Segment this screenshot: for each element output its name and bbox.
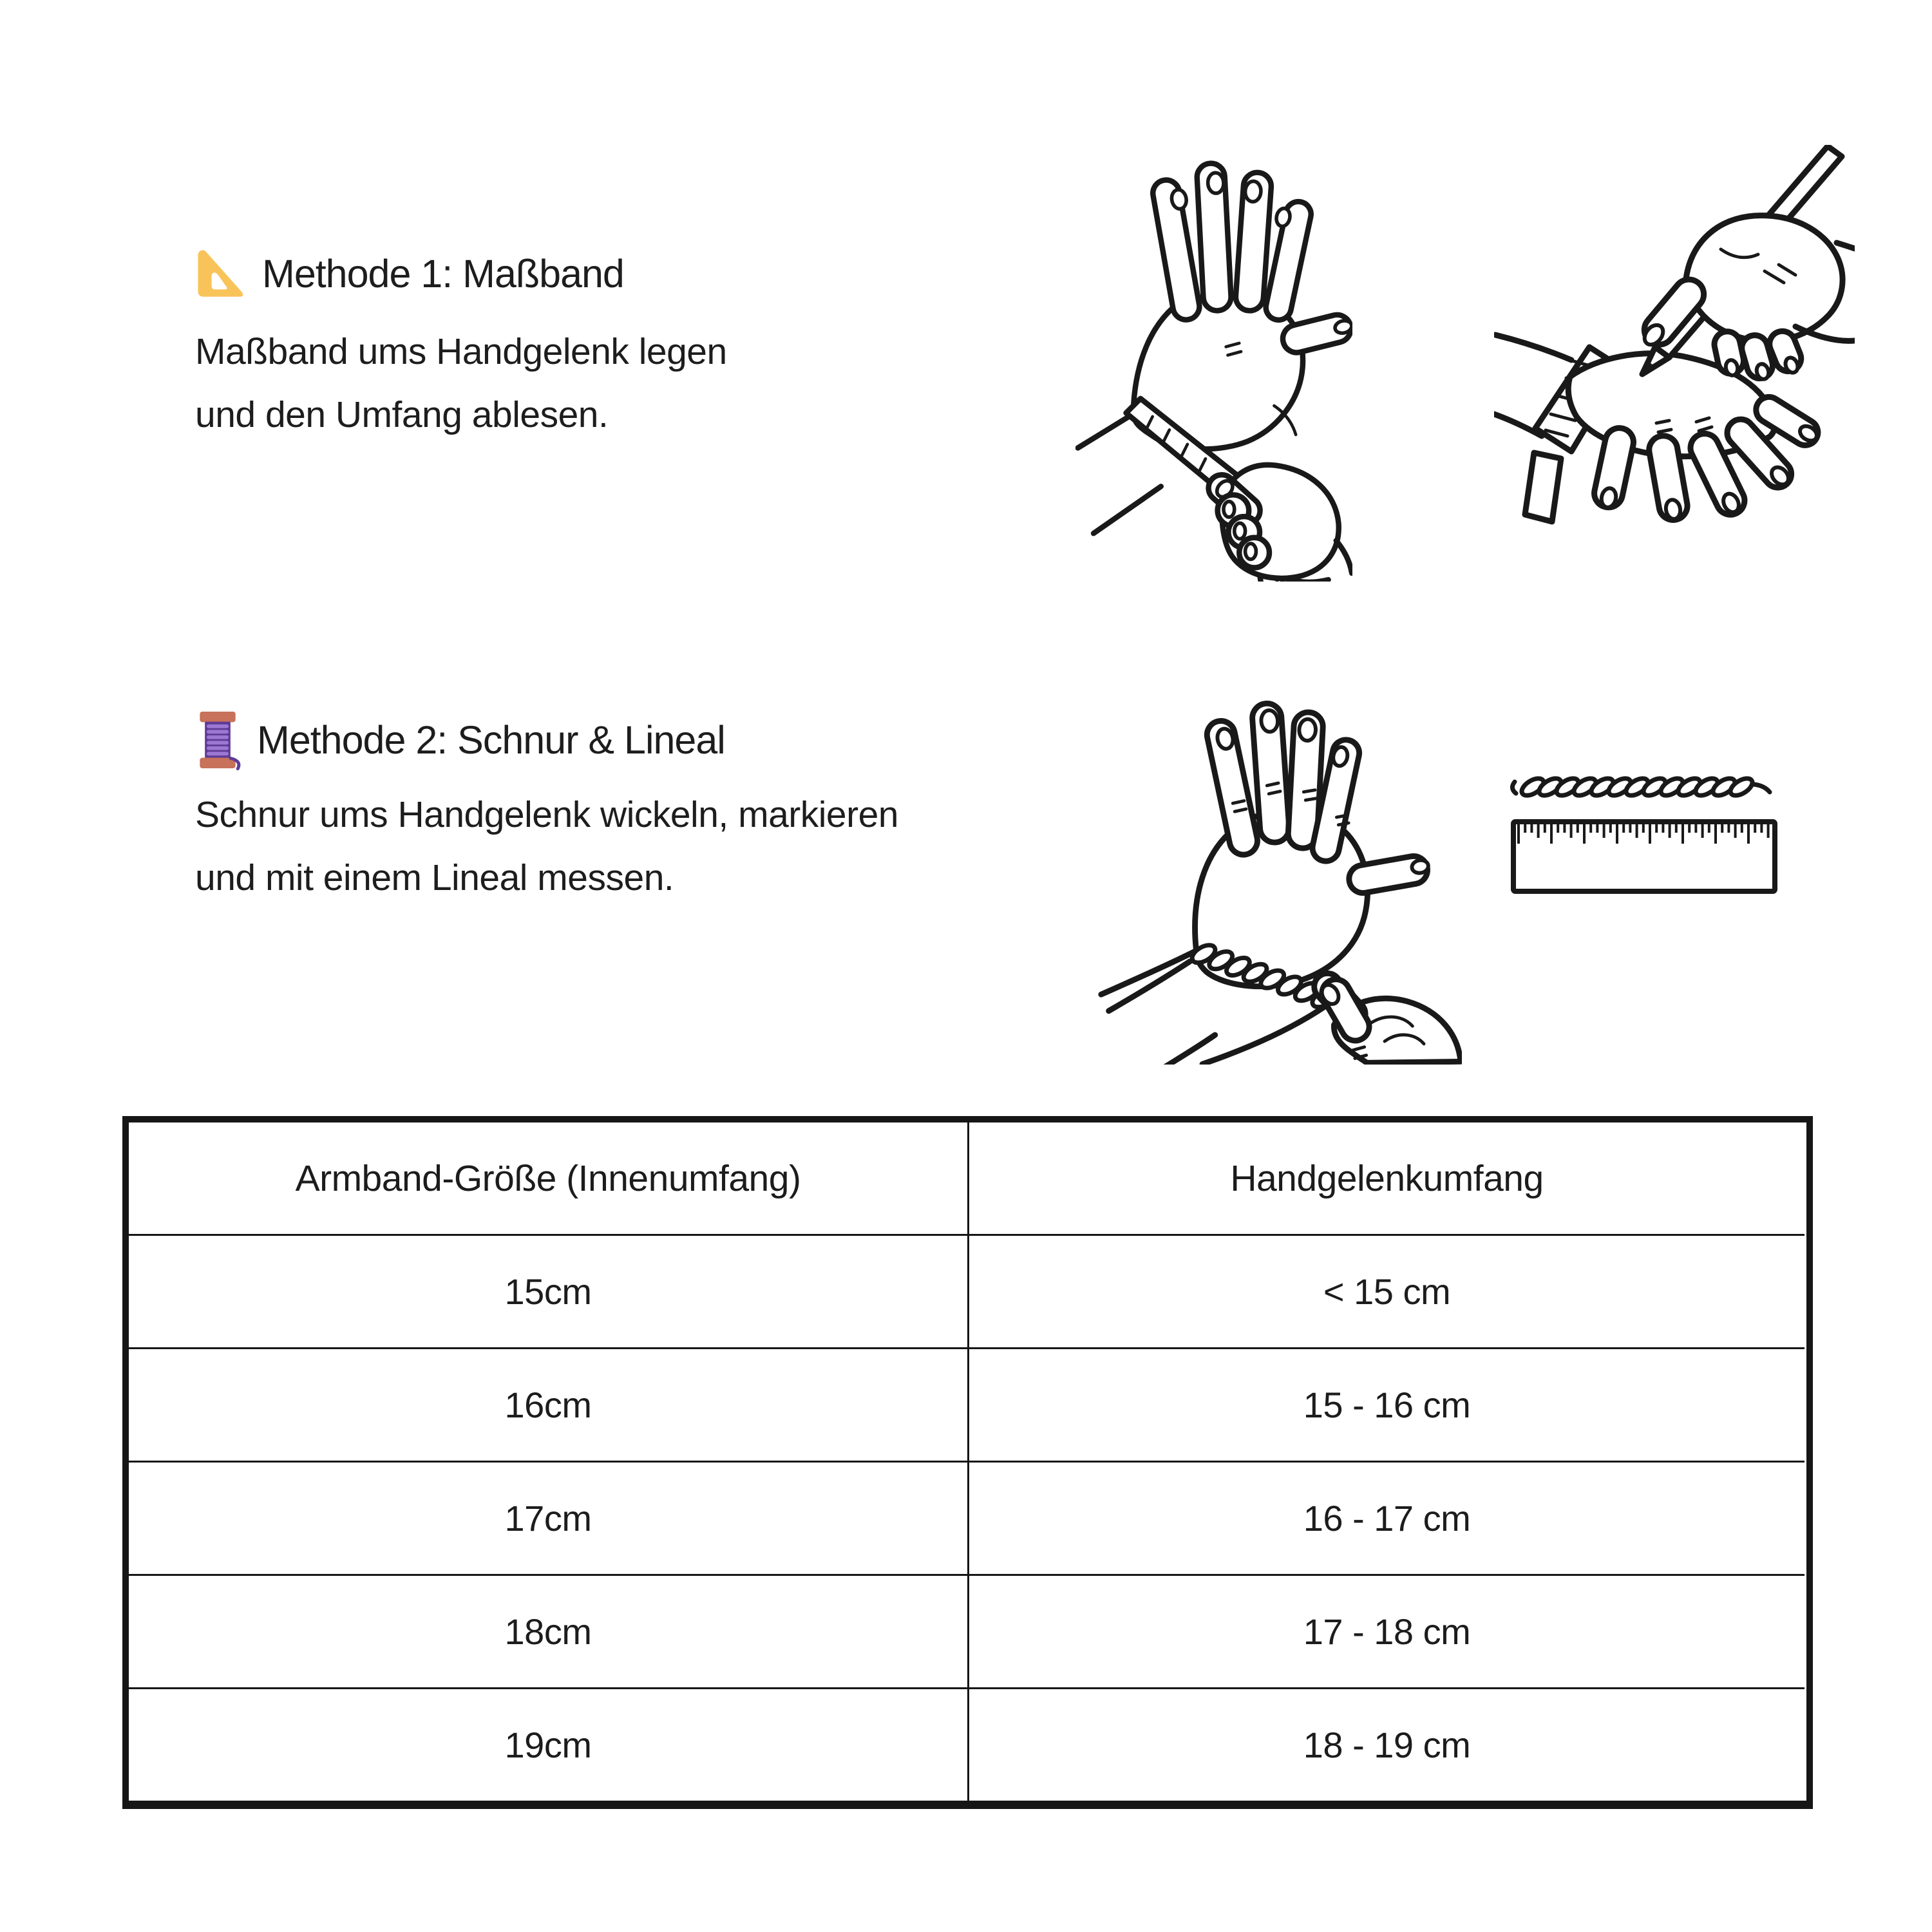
method1-description-line1: Maßband ums Handgelenk legen [195,331,727,372]
method2-heading [193,710,725,770]
table-row-1-wrist: < 15 cm [969,1234,1804,1347]
hand-with-tape-measure-illustration [1075,148,1352,582]
table-row-3-wrist: 16 - 17 cm [969,1461,1804,1574]
method2-description-line2: und mit einem Lineal messen. [195,857,674,898]
table-row-5-size: 19cm [129,1687,969,1801]
table-row-4-wrist: 17 - 18 cm [969,1574,1804,1687]
table-row-5-wrist: 18 - 19 cm [969,1687,1804,1801]
method1-heading [195,249,624,299]
table-row-2-wrist: 15 - 16 cm [969,1347,1804,1461]
table-row-4-size: 18cm [129,1574,969,1687]
method1-description-line2: und den Umfang ablesen. [195,394,609,435]
set-square-icon [195,249,248,299]
method1-title: Methode 1: Maßband [262,252,624,296]
size-table [122,1116,1813,1809]
table-row-3-size: 17cm [129,1461,969,1574]
table-row-2-size: 16cm [129,1347,969,1461]
method2-title: Methode 2: Schnur & Lineal [257,718,725,762]
table-header-bracelet-size: Armband-Größe (Innenumfang) [129,1122,969,1234]
thread-spool-icon [193,710,243,770]
method1-description [195,320,727,446]
string-and-ruler-illustration [1508,768,1785,896]
hand-marking-tape-with-pen-illustration [1494,145,1855,531]
hand-with-string-illustration [1095,681,1462,1065]
table-header-wrist-circumference: Handgelenkumfang [1230,1157,1544,1199]
table-row-1-size: 15cm [129,1234,969,1347]
method2-description [195,783,898,909]
method2-description-line1: Schnur ums Handgelenk wickeln, markieren [195,794,899,835]
